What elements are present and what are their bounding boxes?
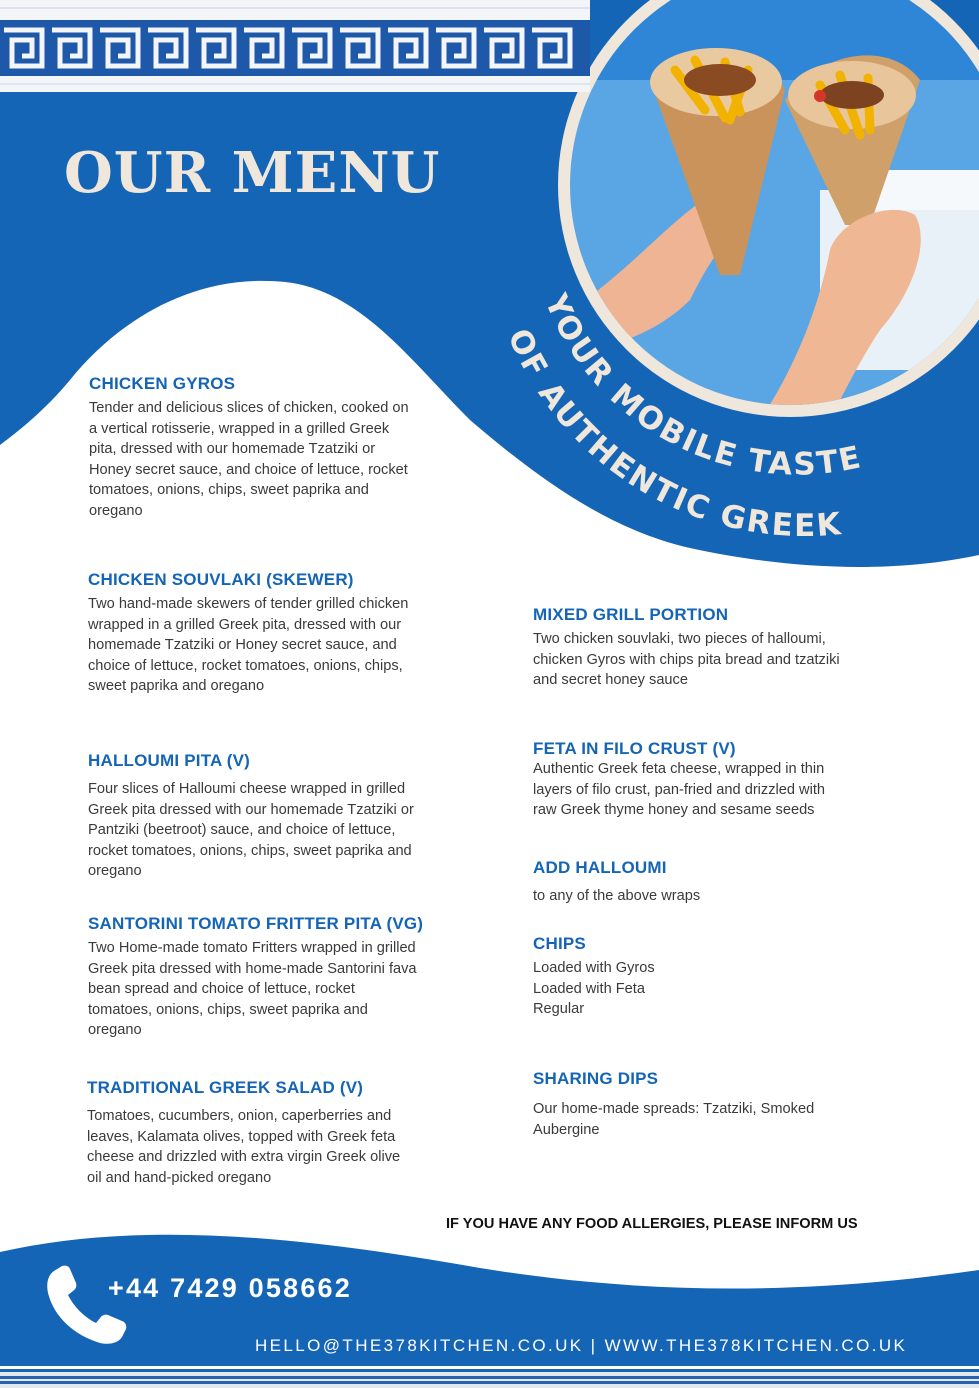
menu-item-name: MIXED GRILL PORTION [533,605,729,624]
contact-line[interactable]: HELLO@THE378KITCHEN.CO.UK | WWW.THE378KITCHEN.CO.UK [255,1336,908,1355]
menu-item-name: SANTORINI TOMATO FRITTER PITA (VG) [88,914,424,933]
menu-item-description: Loaded with Gyros Loaded with Feta Regular [533,960,655,1018]
menu-item-greek-salad [87,1078,417,1188]
menu-item-description: to any of the above wraps [533,888,701,904]
menu-item-description: Tender and delicious slices of chicken, cooked on a vertical rotisserie, wrapped in a grilled Greek pita, dressed with our homemade Tzatziki or Honey secret sauce, and choice of lettuce, rocket tomatoes, onions, chips, sweet paprika and oregano [89,400,409,519]
page-title: OUR MENU [64,140,441,206]
menu-item-name: CHIPS [533,934,586,953]
menu-item-halloumi-pita [88,751,418,882]
menu-item-description: Our home-made spreads: Tzatziki, Smoked Aubergine [533,1101,815,1138]
menu-item-feta-filo [533,739,833,821]
menu-item-name: CHICKEN SOUVLAKI (SKEWER) [88,570,354,589]
menu-item-chicken-souvlaki [88,570,418,697]
tagline-line-1: YOUR MOBILE TASTE [537,288,866,483]
menu-item-name: HALLOUMI PITA (V) [88,751,251,770]
menu-item-name: CHICKEN GYROS [89,374,236,393]
menu-item-chips [533,934,833,1020]
menu-item-name: TRADITIONAL GREEK SALAD (V) [87,1078,364,1097]
menu-item-description: Four slices of Halloumi cheese wrapped in grilled Greek pita dressed with our homemade Tzatziki or Pantziki (beetroot) sauce, and choice of lettuce, rocket tomatoes, onions, chips, sweet paprika and oregano [88,781,414,880]
menu-item-description: Two Home-made tomato Fritters wrapped in grilled Greek pita dressed with home-made Santorini fava bean spread and choice of lettuce, rocket tomatoes, onions, chips, sweet paprika and oregano [88,940,417,1039]
menu-item-mixed-grill [533,605,853,691]
tagline-line-2: OF AUTHENTIC GREEK [500,323,844,545]
menu-item-description: Authentic Greek feta cheese, wrapped in thin layers of filo crust, pan-fried and drizzled with raw Greek thyme honey and sesame seeds [533,761,826,819]
phone-number[interactable]: +44 7429 058662 [108,1273,352,1303]
menu-item-chicken-gyros [89,374,419,522]
menu-item-description: Tomatoes, cucumbers, onion, caperberries and leaves, Kalamata olives, topped with Greek feta cheese and drizzled with extra virgin Greek olive oil and hand-picked oregano [87,1108,401,1186]
menu-item-name: ADD HALLOUMI [533,858,667,877]
menu-item-santorini-fritter [88,914,424,1041]
allergy-notice: IF YOU HAVE ANY FOOD ALLERGIES, PLEASE INFORM US [446,1216,858,1232]
bottom-mosaic-border [0,1372,979,1388]
menu-item-name: SHARING DIPS [533,1069,659,1088]
menu-item-name: FETA IN FILO CRUST (V) [533,739,736,758]
menu-item-add-halloumi [533,858,833,907]
menu-item-description: Two hand-made skewers of tender grilled chicken wrapped in a grilled Greek pita, dressed with our homemade Tzatziki or Honey secret sauce, and choice of lettuce, rocket tomatoes, onions, chips, sweet paprika and oregano [88,596,409,695]
menu-item-sharing-dips [533,1069,853,1140]
menu-item-description: Two chicken souvlaki, two pieces of halloumi, chicken Gyros with chips pita bread and tzatziki and secret honey sauce [533,631,840,689]
